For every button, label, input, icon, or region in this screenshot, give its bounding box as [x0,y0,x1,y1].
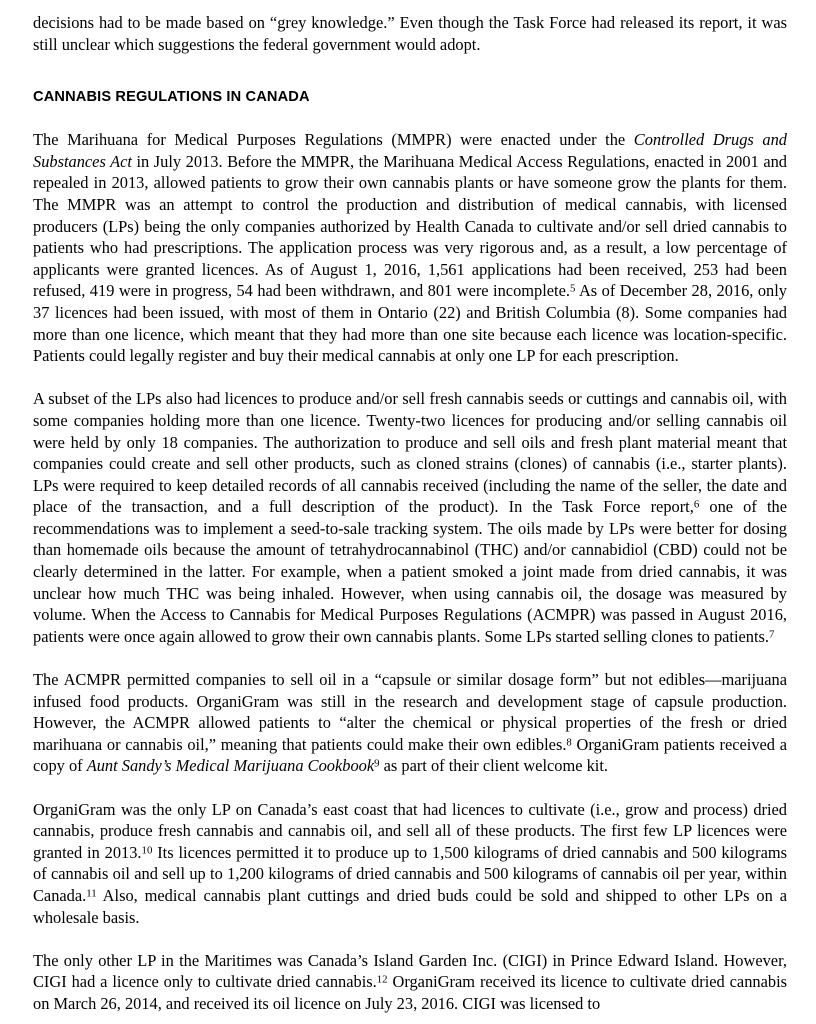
paragraph-mmpr-text-3: As of December 28, 2016, only 37 licences had been issued, with most of them in Ontario (22) and British Columbia (8). Some companies had more than one licence, which meant that they had more than one site because each licence was location-specific. Patients could legally register and buy their medical cannabis at only one LP for each prescription. [33,281,787,366]
footnote-marker-6: 6 [693,498,700,511]
act-title-controlled-drugs: Controlled Drugs and Substances Act [33,130,787,171]
paragraph-organigram-text-1: OrganiGram was the only LP on Canada’s east coast that had licences to cultivate (i.e., grow and process) dried cannabis, produce fresh cannabis and cannabis oil, and sell all of these products. The first few LP licences were granted in 2013. [33,799,787,862]
paragraph-acmpr-text-1: The ACMPR permitted companies to sell oil in a “capsule or similar dosage form” but not edibles—marijuana infused food products. OrganiGram was still in the research and development stage of capsule production. However, the ACMPR allowed patients to “alter the chemical or physical properties of the fresh or dried marihuana or cannabis oil,” meaning that patients could make their own edibles. [33,670,787,754]
paragraph-organigram-text-3: Also, medical cannabis plant cuttings and dried buds could be sold and shipped to other LPs on a wholesale basis. [33,885,787,927]
paragraph-lp-licences [33,388,787,647]
paragraph-cigi-text-1: The only other LP in the Maritimes was Canada’s Island Garden Inc. (CIGI) in Prince Edward Island. However, CIGI had a licence only to cultivate dried cannabis. [33,950,787,992]
spacer-after-heading [33,107,787,129]
paragraph-cigi-text-2: OrganiGram received its licence to cultivate dried cannabis on March 26, 2014, and received its oil licence on July 23, 2016. CIGI was licensed to [33,972,787,1013]
paragraph-mmpr-text-1: The Marihuana for Medical Purposes Regulations (MMPR) were enacted under the [33,130,634,150]
paragraph-acmpr-text-2: OrganiGram patients received a copy of [33,734,787,776]
paragraph-cigi [33,950,787,1015]
paragraph-organigram-licences [33,799,787,929]
footnote-marker-10: 10 [141,844,153,857]
footnote-marker-12: 12 [376,973,388,986]
footnote-marker-9: 9 [374,757,380,770]
paragraph-acmpr-edibles [33,669,787,777]
paragraph-lp-text-2: one of the recommendations was to implement a seed-to-sale tracking system. The oils made by LPs were better for dosing than homemade oils because the amount of tetrahydrocannabinol (THC) and/or cannabidiol (CBD) could not be clearly determined in the latter. For example, when a patient smoked a joint made from dried cannabis, it was unclear how much THC was being inhaled. However, when using cannabis oil, the dosage was measured by volume. When the Access to Cannabis for Medical Purposes Regulations (ACMPR) was passed in August 2016, patients were once again allowed to grow their own cannabis plants. Some LPs started selling clones to patients. [33,497,787,646]
paragraph-acmpr-text-3: as part of their client welcome kit. [379,756,609,776]
paragraph-mmpr-text-2: in July 2013. Before the MMPR, the Marihuana Medical Access Regulations, enacted in 2001 and repealed in 2013, allowed patients to grow their own cannabis plants or have someone grow the plants for them. The MMPR was an attempt to control the production and distribution of medical cannabis, with licensed producers (LPs) being the only companies authorized by Health Canada to cultivate and/or sell dried cannabis to patients who had prescriptions. The application process was very rigorous and, as a result, a low percentage of applicants were granted licences. As of August 1, 2016, 1,561 applications had been received, 253 had been refused, 419 were in progress, 54 had been withdrawn, and 801 were incomplete. [33,151,787,301]
book-title-aunt-sandys: Aunt Sandy’s Medical Marijuana Cookbook [86,756,375,776]
page-section-heading: CANNABIS REGULATIONS IN CANADA [33,89,310,106]
paragraph-organigram-text-2: Its licences permitted it to produce up to 1,500 kilograms of dried cannabis and 500 kilograms of cannabis oil and sell up to 1,200 kilograms of dried cannabis and 500 kilograms of cannabis oil per year, within Canada. [33,842,787,905]
footnote-marker-7: 7 [769,628,775,641]
paragraph-mmpr [33,129,787,367]
footnote-marker-8: 8 [566,736,572,749]
spacer-before-heading [33,55,787,87]
paragraph-lp-text-1: A subset of the LPs also had licences to produce and/or sell fresh cannabis seeds or cuttings and cannabis oil, with some companies holding more than one licence. Twenty-two licences for producing and/or selling cannabis oil were held by only 18 companies. The authorization to produce and sell oils and fresh plant material meant that companies could create and sell other products, such as cloned strains (clones) of cannabis (i.e., starter plants). LPs were required to keep detailed records of all cannabis received (including the name of the seller, the date and place of the transaction, and a full description of the product). In the Task Force report, [33,389,787,517]
footnote-marker-11: 11 [86,887,97,900]
footnote-marker-5: 5 [569,282,576,295]
paragraph-continued: decisions had to be made based on “grey knowledge.” Even though the Task Force had released its report, it was still unclear which suggestions the federal government would adopt. [33,13,787,54]
